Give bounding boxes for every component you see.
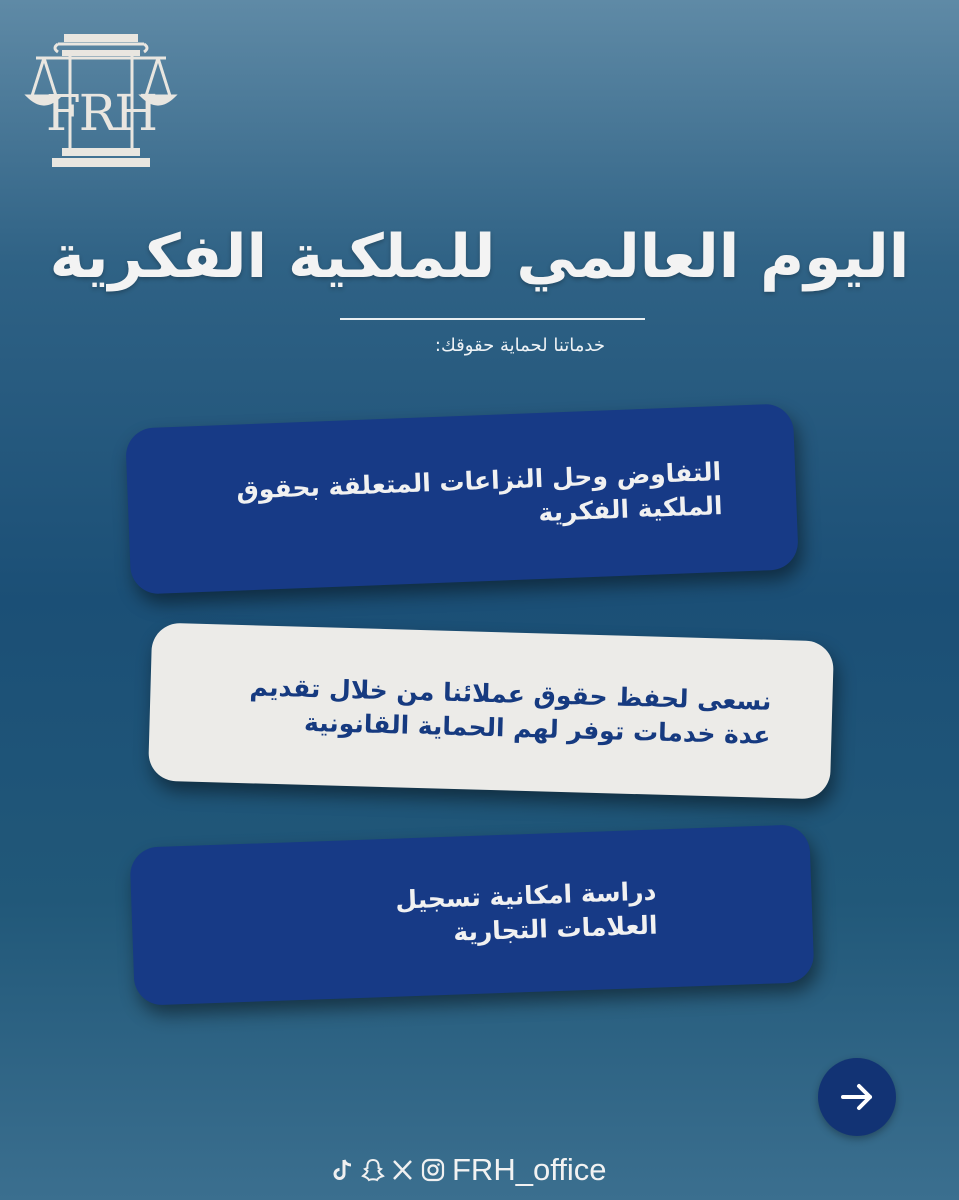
service-card-text: التفاوض وحل النزاعات المتعلقة بحقوق الملكية الفكرية bbox=[235, 456, 723, 528]
page-subtitle: خدماتنا لحماية حقوقك: bbox=[434, 335, 605, 356]
page-title: اليوم العالمي للملكية الفكرية bbox=[49, 222, 910, 292]
tiktok-icon[interactable] bbox=[330, 1157, 356, 1183]
service-card-trademark bbox=[129, 824, 814, 1006]
snapchat-icon[interactable] bbox=[360, 1157, 386, 1183]
arrow-right-icon bbox=[837, 1077, 877, 1117]
social-handle[interactable]: FRH_office bbox=[452, 1152, 607, 1187]
service-card-negotiation bbox=[125, 403, 799, 595]
next-button[interactable] bbox=[818, 1058, 896, 1136]
service-card-text: دراسة امكانية تسجيل العلامات التجارية bbox=[394, 876, 658, 947]
service-card-text: نسعى لحفظ حقوق عملائنا من خلال تقديم عدة خدمات توفر لهم الحماية القانونية bbox=[249, 671, 772, 750]
frh-logo bbox=[22, 30, 180, 175]
title-divider bbox=[340, 318, 645, 320]
social-footer bbox=[330, 1150, 607, 1190]
logo-text: FRH bbox=[46, 84, 156, 142]
service-card-protection bbox=[148, 623, 834, 800]
x-icon[interactable] bbox=[390, 1157, 416, 1183]
instagram-icon[interactable] bbox=[420, 1157, 446, 1183]
